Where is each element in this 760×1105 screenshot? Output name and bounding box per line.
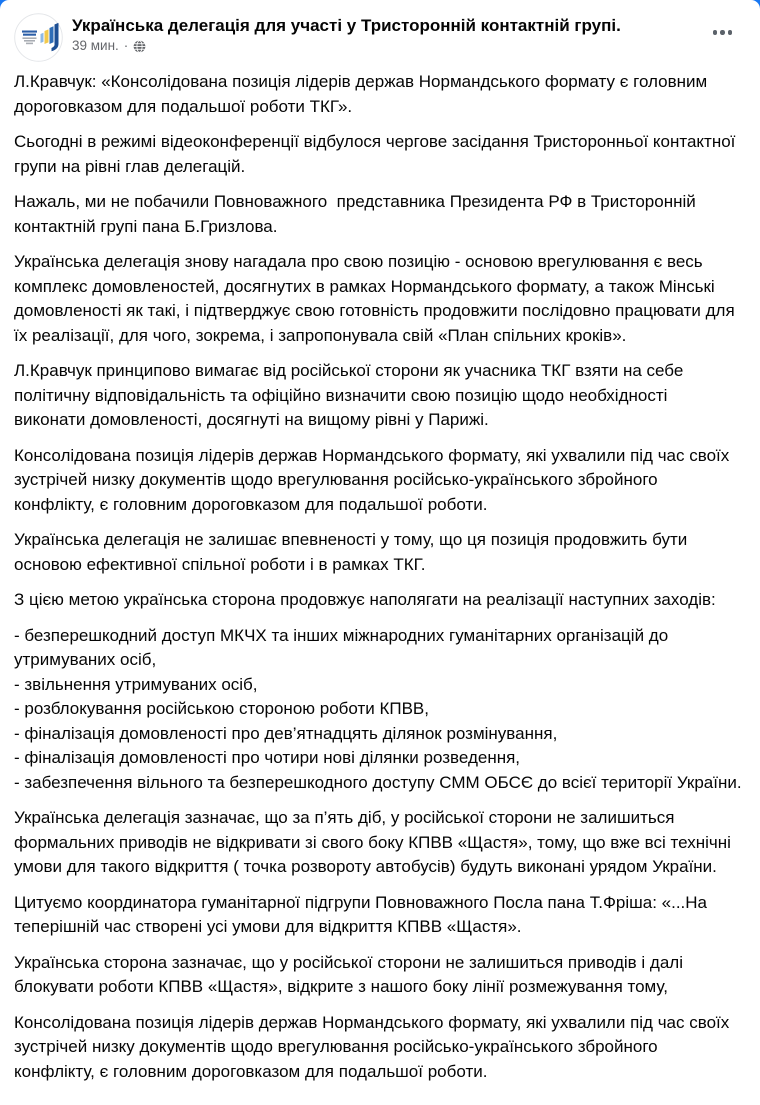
ellipsis-dot bbox=[728, 30, 733, 35]
post-options-menu-icon[interactable] bbox=[709, 22, 737, 43]
ellipsis-dot bbox=[720, 30, 725, 35]
post-meta bbox=[72, 39, 621, 53]
page-avatar[interactable] bbox=[14, 13, 63, 62]
ellipsis-dot bbox=[713, 30, 718, 35]
list-item: - фіналізація домовленості про дев’ятнадцять ділянок розмінування, bbox=[14, 723, 558, 743]
post-paragraph: Консолідована позиція лідерів держав Нормандського формату, які ухвалили під час своїх зустрічей низку документів щодо врегулювання російсько-українського збройного конфлікту, є головним дороговказом для подальшої роботи. bbox=[14, 445, 734, 514]
meta-separator: · bbox=[123, 38, 129, 54]
post-bullet-list bbox=[14, 624, 742, 796]
list-item: - безперешкодний доступ МКЧХ та інших міжнародних гуманітарних організацій до утримуваних осіб, bbox=[14, 625, 673, 669]
post-paragraph: Сьогодні в режимі відеоконференції відбулося чергове засідання Тристоронньої контактної групи на рівні глав делегацій. bbox=[14, 132, 741, 176]
list-item: - забезпечення вільного та безперешкодного доступу СММ ОБСЄ до всієї території України. bbox=[14, 772, 742, 792]
post-paragraph: Українська делегація не залишає впевненості у тому, що ця позиція продовжить бути основою ефективної спільної роботи і в рамках ТКГ. bbox=[14, 530, 692, 574]
page-name-link[interactable]: Українська делегація для участі у Тристоронній контактній групі. bbox=[72, 16, 621, 35]
post-header-text bbox=[72, 13, 621, 53]
list-item: - фіналізація домовленості про чотири нові ділянки розведення, bbox=[14, 748, 521, 767]
post-paragraph: З цією метою українська сторона продовжує наполягати на реалізації наступних заходів: bbox=[14, 590, 716, 609]
post-paragraph: Л.Кравчук принципово вимагає від російської сторони як учасника ТКГ взяти на себе політичну відповідальність та офіційно визначити свою позицію щодо необхідності виконати домовленості, досягнуті на вищому рівні у Парижі. bbox=[14, 361, 689, 429]
globe-icon bbox=[133, 40, 146, 53]
post-paragraph: Українська делегація зазначає, що за п’ять діб, у російської сторони не залишиться формальних приводів не відкривати зі свого боку КПВВ «Щастя», тому, що вже всі технічні умови для такого відкриття ( точка розвороту автобусів) будуть виконані урядом України. bbox=[14, 808, 736, 876]
timestamp-link[interactable]: 39 мин. bbox=[72, 38, 119, 54]
post-paragraph: Українська сторона зазначає, що у російської сторони не залишиться приводів і далі блокувати роботи КПВВ «Щастя», відкрите з нашого боку лінії розмежування тому, bbox=[14, 952, 688, 996]
post-paragraph: Українська делегація знову нагадала про свою позицію - основою врегулювання є весь комплекс домовленостей, досягнутих в рамках Нормандського формату, а також Мінські домовленості як такі, і підтверджує свою готовність продовжити послідовно працювати для їх реалізації, для чого, зокрема, і запропонувала свій «План спільних кроків». bbox=[14, 252, 740, 345]
post-paragraph: Нажаль, ми не побачили Повноважного представника Президента РФ в Тристоронній контактній групі пана Б.Гризлова. bbox=[14, 192, 701, 236]
post-paragraph: Консолідована позиція лідерів держав Нормандського формату, які ухвалили під час своїх зустрічей низку документів щодо врегулювання російсько-українського збройного конфлікту, є головним дороговказом для подальшої роботи. bbox=[14, 1012, 734, 1081]
post-paragraph: Цитуємо координатора гуманітарної підгрупи Повноважного Посла пана Т.Фріша: «...На теперішній час створені усі умови для відкриття КПВВ «Щастя». bbox=[14, 892, 712, 936]
post-paragraph: Л.Кравчук: «Консолідована позиція лідерів держав Нормандського формату є головним дороговказом для подальшої роботи ТКГ». bbox=[14, 72, 712, 116]
list-item: - звільнення утримуваних осіб, bbox=[14, 674, 258, 694]
post-body bbox=[0, 64, 760, 1105]
list-item: - розблокування російською стороною роботи КПВВ, bbox=[14, 699, 429, 718]
post-header bbox=[0, 0, 760, 64]
